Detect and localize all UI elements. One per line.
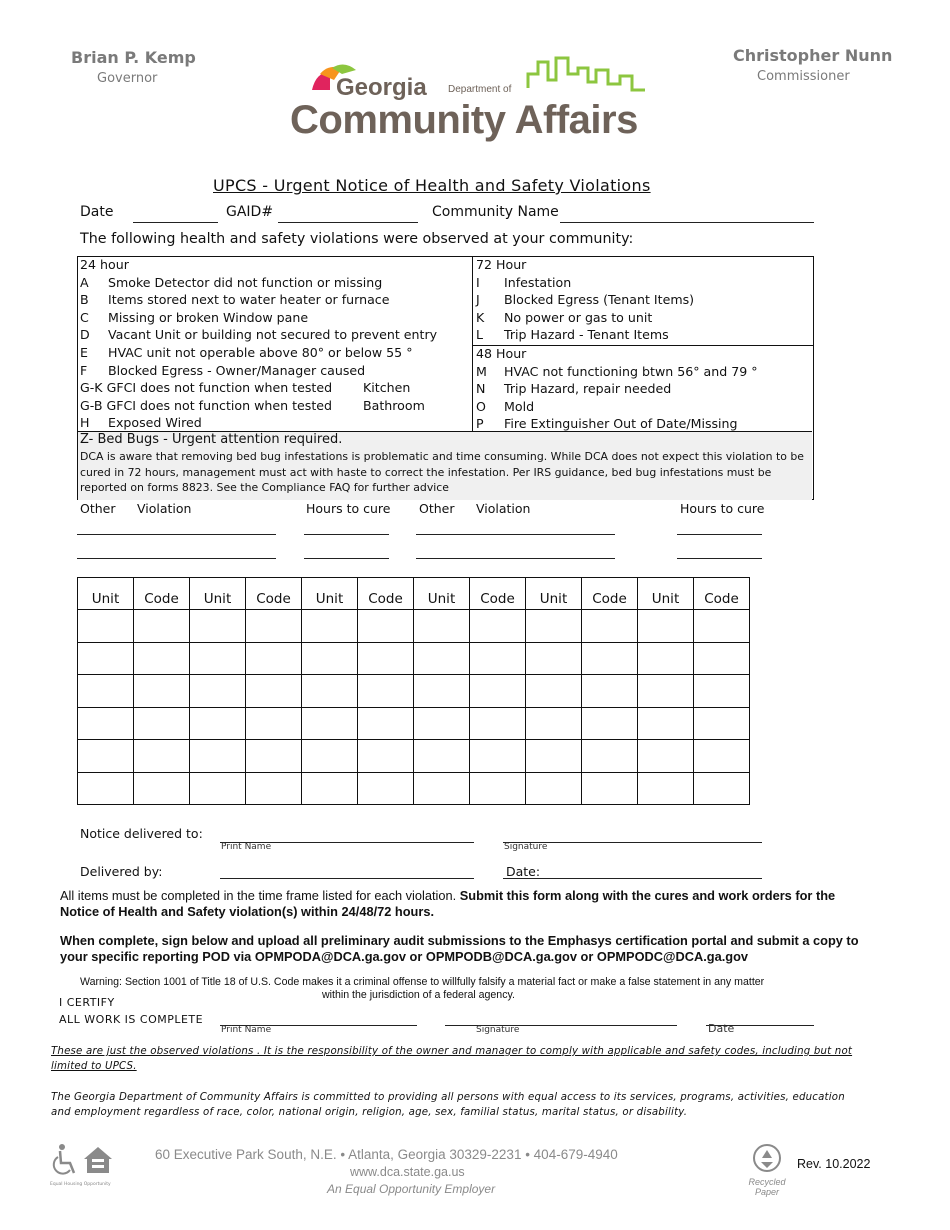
violation-item [80, 309, 470, 327]
unit-cell[interactable] [78, 675, 134, 708]
grid-header-unit: Unit [414, 578, 470, 610]
violation-item [476, 363, 812, 381]
recycle-icon [752, 1143, 782, 1173]
grid-row [78, 642, 750, 675]
unit-cell[interactable] [414, 642, 470, 675]
bed-bug-text [80, 449, 804, 496]
unit-cell[interactable] [414, 707, 470, 740]
certify-line: ALL WORK IS COMPLETE [59, 1013, 204, 1026]
violation-code: O [476, 398, 486, 414]
observed-note-line: limited to UPCS. [51, 1061, 137, 1072]
violation-item [476, 309, 812, 327]
instructions-bold-text: Submit this form along with the cures and work orders for the Notice of Health and Safety violation(s) within 24/48/72 hours. [60, 888, 836, 919]
code-cell[interactable] [694, 740, 750, 773]
grid-header-unit: Unit [190, 578, 246, 610]
section-title-24: 24 hour [80, 257, 129, 272]
violation-text: No power or gas to unit [504, 309, 653, 325]
violation-item [80, 274, 470, 292]
violation-location: Bathroom [363, 397, 425, 413]
code-cell[interactable] [358, 642, 414, 675]
violation-text: Exposed Wired [108, 415, 202, 431]
unit-cell[interactable] [190, 707, 246, 740]
violation-text: Blocked Egress (Tenant Items) [504, 292, 695, 308]
section-title-48: 48 Hour [476, 346, 527, 361]
instructions-paragraph-1 [60, 888, 870, 920]
recycled-paper-logo [742, 1143, 792, 1197]
violation-code: N [476, 381, 486, 397]
warning-line-1: Warning: Section 1001 of Title 18 of U.S. Code makes it a criminal offense to willfully falsify a material fact or make a false statement in any matter [80, 976, 765, 988]
unit-cell[interactable] [638, 772, 694, 805]
code-cell[interactable] [582, 772, 638, 805]
violation-code: E [80, 344, 88, 360]
unit-cell[interactable] [638, 610, 694, 643]
grid-row [78, 610, 750, 643]
section-title-72: 72 Hour [476, 257, 527, 272]
code-cell[interactable] [470, 740, 526, 773]
equal-housing-logo [50, 1143, 116, 1187]
community-name-label: Community Name [432, 204, 559, 220]
code-cell[interactable] [470, 610, 526, 643]
recycled-caption: Recycled [748, 1177, 786, 1187]
notice-delivered-label: Notice delivered to: [80, 826, 203, 841]
observed-note [51, 1044, 852, 1074]
unit-cell[interactable] [302, 642, 358, 675]
violation-code: F [80, 362, 88, 378]
violation-item [80, 326, 470, 344]
grid-header-unit: Unit [78, 578, 134, 610]
violation-label-left: Violation [137, 501, 192, 516]
violation-code: G-K [80, 380, 103, 396]
unit-cell[interactable] [526, 675, 582, 708]
unit-cell[interactable] [526, 642, 582, 675]
violation-item [80, 397, 470, 415]
violation-code: K [476, 309, 485, 325]
code-cell[interactable] [470, 772, 526, 805]
other-violation-field[interactable] [416, 558, 615, 559]
violation-text: GFCI does not function when tested [106, 397, 333, 413]
violation-code: G-B [80, 397, 103, 413]
code-cell[interactable] [582, 675, 638, 708]
code-cell[interactable] [134, 610, 190, 643]
grid-header-code: Code [694, 578, 750, 610]
violation-code: C [80, 309, 89, 325]
violations-48-hour [476, 345, 812, 433]
delivered-by-field[interactable] [220, 878, 474, 879]
code-cell[interactable] [134, 675, 190, 708]
unit-cell[interactable] [638, 740, 694, 773]
governor-name: Brian P. Kemp [71, 48, 196, 67]
unit-cell[interactable] [302, 675, 358, 708]
code-cell[interactable] [694, 707, 750, 740]
code-cell[interactable] [246, 610, 302, 643]
code-cell[interactable] [134, 772, 190, 805]
violation-text: Fire Extinguisher Out of Date/Missing [504, 416, 738, 432]
code-cell[interactable] [246, 642, 302, 675]
certify-date-caption: Date [708, 1022, 735, 1035]
unit-cell[interactable] [414, 675, 470, 708]
unit-cell[interactable] [638, 675, 694, 708]
violations-72-hour [476, 256, 812, 344]
unit-cell[interactable] [78, 772, 134, 805]
certify-line: I CERTIFY [59, 996, 115, 1009]
grid-header-unit: Unit [526, 578, 582, 610]
instructions-paragraph-2: When complete, sign below and upload all preliminary audit submissions to the Emphasys certification portal and submit a copy to your specific reporting POD via OPMPODA@DCA.ga.gov or OPMPODB@DCA.ga.gov or OPMPODC@DCA.ga.gov [60, 933, 859, 964]
violation-text: Smoke Detector did not function or missing [108, 274, 383, 290]
gaid-field[interactable] [278, 222, 418, 223]
unit-cell[interactable] [78, 610, 134, 643]
violation-item [80, 291, 470, 309]
violation-item [476, 291, 812, 309]
print-name-caption: Print Name [221, 842, 272, 852]
date-field[interactable] [133, 222, 218, 223]
violation-text: Missing or broken Window pane [108, 309, 309, 325]
unit-cell[interactable] [78, 740, 134, 773]
code-cell[interactable] [358, 707, 414, 740]
intro-text: The following health and safety violations were observed at your community: [80, 231, 634, 247]
violation-item [476, 326, 812, 344]
unit-cell[interactable] [526, 772, 582, 805]
grid-header-unit: Unit [302, 578, 358, 610]
code-cell[interactable] [358, 772, 414, 805]
code-cell[interactable] [470, 642, 526, 675]
unit-cell[interactable] [190, 772, 246, 805]
violation-text: Trip Hazard - Tenant Items [504, 327, 669, 343]
unit-cell[interactable] [190, 740, 246, 773]
bed-bug-text-line: DCA is aware that removing bed bug infestations is problematic and time consuming. While DCA does not expect this violation to be [80, 450, 804, 463]
form-title: UPCS - Urgent Notice of Health and Safety Violations [213, 176, 651, 195]
violation-item [80, 379, 470, 397]
equal-access-line: and employment regardless of race, color, national origin, religion, age, sex, familial status, marital status, or disability. [51, 1106, 688, 1118]
violation-code: A [80, 274, 89, 290]
unit-cell[interactable] [414, 610, 470, 643]
revision-number: Rev. 10.2022 [797, 1157, 871, 1171]
unit-cell[interactable] [526, 740, 582, 773]
hours-label-left: Hours to cure [306, 501, 391, 516]
signature-caption: Signature [504, 842, 548, 852]
commissioner-title: Commissioner [757, 69, 850, 84]
code-cell[interactable] [582, 642, 638, 675]
violation-code: I [476, 274, 480, 290]
unit-cell[interactable] [414, 772, 470, 805]
code-cell[interactable] [582, 740, 638, 773]
code-cell[interactable] [694, 610, 750, 643]
violation-text: HVAC not functioning btwn 56° and 79 ° [504, 363, 758, 379]
other-hours-field[interactable] [677, 534, 762, 535]
footer-address: 60 Executive Park South, N.E. • Atlanta, Georgia 30329-2231 • 404-679-4940 [155, 1147, 618, 1162]
unit-cell[interactable] [302, 772, 358, 805]
code-cell[interactable] [246, 675, 302, 708]
column-divider [472, 256, 473, 432]
violation-text: Blocked Egress - Owner/Manager caused [108, 362, 366, 378]
violation-code: M [476, 363, 487, 379]
grid-header-code: Code [134, 578, 190, 610]
code-cell[interactable] [246, 707, 302, 740]
certify-print-name-caption: Print Name [221, 1025, 272, 1035]
violation-item [80, 344, 470, 362]
other-violation-field[interactable] [77, 558, 276, 559]
hours-label-right: Hours to cure [680, 501, 765, 516]
gaid-label: GAID# [226, 204, 274, 220]
bed-bug-title: Z- Bed Bugs - Urgent attention required. [80, 432, 343, 447]
violation-code: B [80, 292, 89, 308]
accessibility-equal-housing-icon [50, 1143, 116, 1177]
equal-housing-caption: Equal Housing Opportunity [50, 1182, 111, 1187]
violation-code: J [476, 292, 480, 308]
violation-item [80, 362, 470, 380]
bed-bug-text-line: reported on forms 8823. See the Compliance FAQ for further advice [80, 481, 449, 494]
unit-cell[interactable] [190, 675, 246, 708]
delivery-date-label: Date: [506, 864, 541, 879]
equal-access-statement [51, 1091, 845, 1120]
violation-code: L [476, 327, 484, 343]
dca-logo [290, 50, 660, 150]
equal-access-line: The Georgia Department of Community Affairs is committed to providing all persons with equal access to its services, programs, activities, education [51, 1092, 845, 1103]
footer-employer: An Equal Opportunity Employer [327, 1182, 496, 1196]
other-hours-field[interactable] [677, 558, 762, 559]
code-cell[interactable] [470, 707, 526, 740]
unit-cell[interactable] [302, 610, 358, 643]
unit-cell[interactable] [302, 707, 358, 740]
code-cell[interactable] [694, 675, 750, 708]
governor-title: Governor [97, 71, 158, 86]
delivered-by-label: Delivered by: [80, 864, 163, 879]
unit-cell[interactable] [78, 707, 134, 740]
unit-code-grid [77, 577, 750, 805]
grid-header-code: Code [470, 578, 526, 610]
grid-row [78, 707, 750, 740]
grid-row [78, 675, 750, 708]
unit-cell[interactable] [638, 642, 694, 675]
code-cell[interactable] [134, 642, 190, 675]
unit-cell[interactable] [638, 707, 694, 740]
footer-website[interactable]: www.dca.state.ga.us [350, 1165, 465, 1179]
violations-24-hour [80, 256, 470, 432]
unit-cell[interactable] [526, 707, 582, 740]
violation-text: Items stored next to water heater or furnace [108, 292, 390, 308]
unit-cell[interactable] [78, 642, 134, 675]
code-cell[interactable] [358, 610, 414, 643]
violation-item [80, 414, 470, 432]
violation-label-right: Violation [476, 501, 531, 516]
commissioner-name: Christopher Nunn [733, 46, 893, 65]
certify-statement [59, 994, 203, 1028]
code-cell[interactable] [134, 740, 190, 773]
grid-header-code: Code [358, 578, 414, 610]
other-label-left: Other [80, 501, 116, 516]
code-cell[interactable] [582, 707, 638, 740]
logo-dept-text: Department of [448, 84, 512, 95]
observed-note-line: These are just the observed violations . It is the responsibility of the owner and manager to comply with applicable and safety codes, including but not [51, 1046, 853, 1057]
violation-code: P [476, 416, 484, 432]
violation-item [476, 380, 812, 398]
code-cell[interactable] [694, 642, 750, 675]
violation-text: Infestation [504, 274, 572, 290]
code-cell[interactable] [358, 740, 414, 773]
logo-community-affairs-text: Community Affairs [290, 98, 638, 142]
delivery-date-field[interactable] [503, 878, 762, 879]
grid-header-code: Code [246, 578, 302, 610]
grid-row [78, 740, 750, 773]
violation-item [476, 415, 812, 433]
violation-text: Trip Hazard, repair needed [504, 381, 672, 397]
unit-cell[interactable] [190, 610, 246, 643]
other-violation-field[interactable] [77, 534, 276, 535]
violation-code: H [80, 415, 90, 431]
code-cell[interactable] [134, 707, 190, 740]
date-label: Date [80, 204, 114, 220]
logo-georgia-text: Georgia [336, 74, 427, 101]
code-cell[interactable] [582, 610, 638, 643]
code-cell[interactable] [246, 740, 302, 773]
community-name-field[interactable] [560, 222, 814, 223]
violation-text: HVAC unit not operable above 80° or below 55 ° [108, 344, 413, 360]
grid-header-code: Code [582, 578, 638, 610]
violation-text: Mold [504, 398, 535, 414]
violation-text: GFCI does not function when tested [106, 380, 333, 396]
code-cell[interactable] [246, 772, 302, 805]
code-cell[interactable] [470, 675, 526, 708]
other-hours-field[interactable] [304, 534, 389, 535]
bed-bug-text-line: cured in 72 hours, management must act with haste to correct the infestation. Per IRS guidance, bed bug infestations must be [80, 465, 772, 479]
grid-row [78, 772, 750, 805]
grid-header-unit: Unit [638, 578, 694, 610]
violation-text: Vacant Unit or building not secured to prevent entry [108, 327, 438, 343]
code-cell[interactable] [694, 772, 750, 805]
unit-cell[interactable] [190, 642, 246, 675]
unit-cell[interactable] [414, 740, 470, 773]
other-violation-field[interactable] [416, 534, 615, 535]
instructions-text: All items must be completed in the time frame listed for each violation. [60, 888, 460, 903]
violation-location: Kitchen [363, 380, 411, 396]
unit-cell[interactable] [302, 740, 358, 773]
violation-code: D [80, 327, 90, 343]
certify-signature-caption: Signature [476, 1025, 520, 1035]
other-hours-field[interactable] [304, 558, 389, 559]
violation-item [476, 274, 812, 292]
unit-cell[interactable] [526, 610, 582, 643]
violation-item [476, 398, 812, 416]
warning-line-2: within the jurisdiction of a federal agency. [322, 989, 515, 1001]
other-label-right: Other [419, 501, 455, 516]
paper-caption: Paper [754, 1187, 780, 1197]
code-cell[interactable] [358, 675, 414, 708]
